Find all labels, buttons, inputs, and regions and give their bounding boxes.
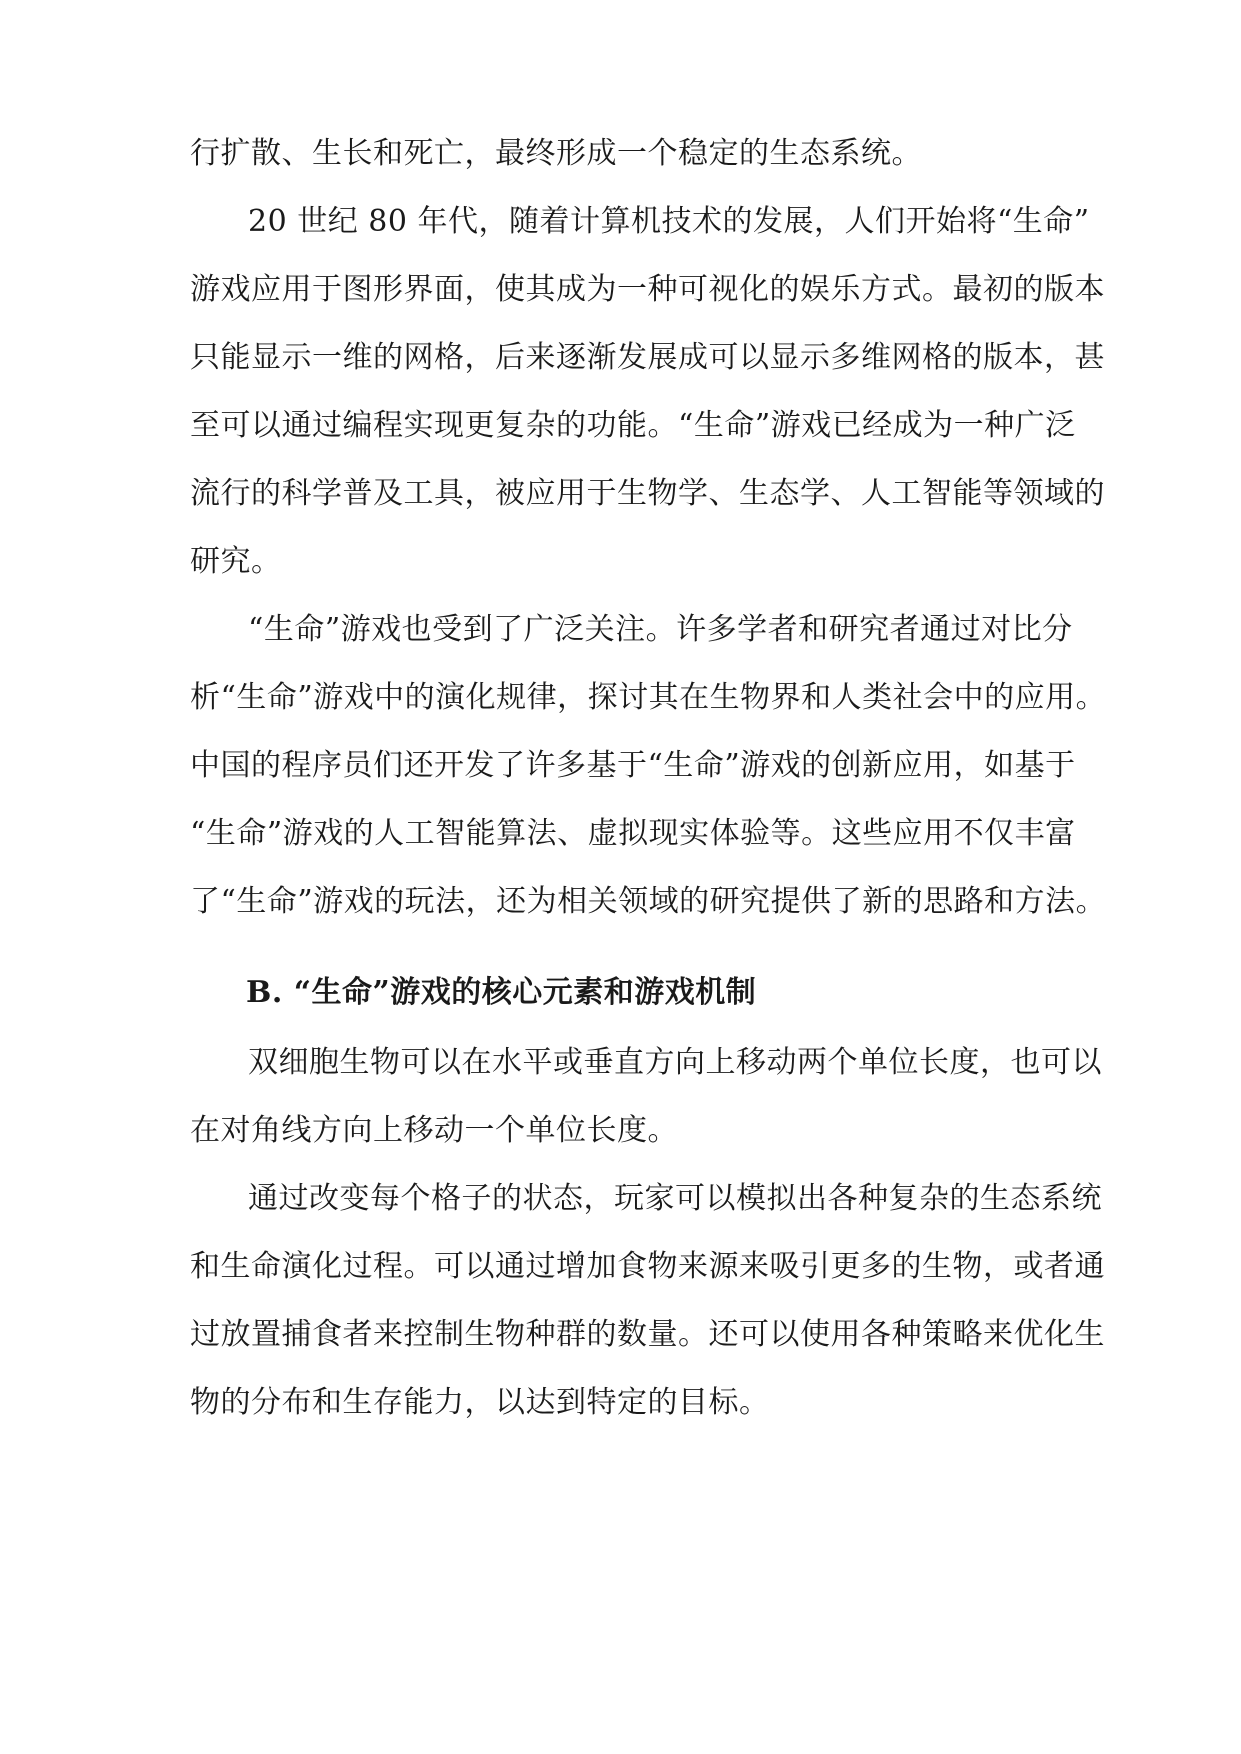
- paragraph-line: 流行的科学普及工具，被应用于生物学、生态学、人工智能等领域的: [190, 476, 1105, 511]
- paragraph-line: 行扩散、生长和死亡，最终形成一个稳定的生态系统。: [190, 136, 922, 171]
- paragraph-line: 双细胞生物可以在水平或垂直方向上移动两个单位长度，也可以: [248, 1045, 1102, 1080]
- paragraph-line: 至可以通过编程实现更复杂的功能。“生命”游戏已经成为一种广泛: [190, 408, 1076, 443]
- paragraph-line: “生命”游戏的人工智能算法、虚拟现实体验等。这些应用不仅丰富: [190, 816, 1076, 851]
- paragraph-line: 通过改变每个格子的状态，玩家可以模拟出各种复杂的生态系统: [248, 1181, 1102, 1216]
- paragraph-line: 物的分布和生存能力，以达到特定的目标。: [190, 1385, 770, 1420]
- paragraph-line: 析“生命”游戏中的演化规律，探讨其在生物界和人类社会中的应用。: [190, 680, 1107, 715]
- paragraph-line: 只能显示一维的网格，后来逐渐发展成可以显示多维网格的版本，甚: [190, 340, 1105, 375]
- paragraph-line: 过放置捕食者来控制生物种群的数量。还可以使用各种策略来优化生: [190, 1317, 1105, 1352]
- paragraph-line: “生命”游戏也受到了广泛关注。许多学者和研究者通过对比分: [248, 612, 1073, 647]
- section-heading: B. “生命”游戏的核心元素和游戏机制: [246, 975, 757, 1010]
- paragraph-line: 研究。: [190, 544, 282, 579]
- paragraph-line: 在对角线方向上移动一个单位长度。: [190, 1113, 678, 1148]
- paragraph-line: 中国的程序员们还开发了许多基于“生命”游戏的创新应用，如基于: [190, 748, 1076, 783]
- paragraph-line: 和生命演化过程。可以通过增加食物来源来吸引更多的生物，或者通: [190, 1249, 1105, 1284]
- paragraph-line: 了“生命”游戏的玩法，还为相关领域的研究提供了新的思路和方法。: [190, 884, 1107, 919]
- paragraph-line: 20 世纪 80 年代，随着计算机技术的发展，人们开始将“生命”: [248, 204, 1090, 239]
- paragraph-line: 游戏应用于图形界面，使其成为一种可视化的娱乐方式。最初的版本: [190, 272, 1105, 307]
